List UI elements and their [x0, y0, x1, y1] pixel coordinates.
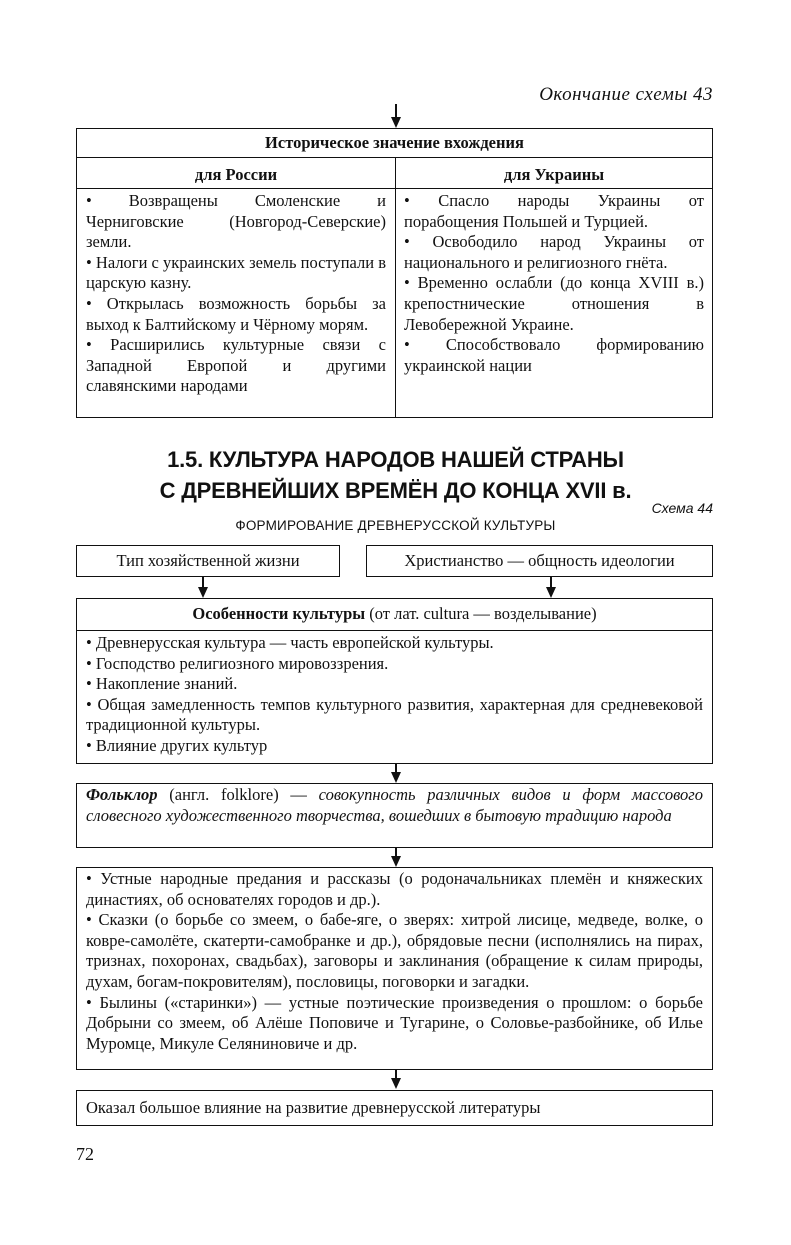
- scheme-title: ФОРМИРОВАНИЕ ДРЕВНЕРУССКОЙ КУЛЬТУРЫ: [235, 518, 556, 533]
- culture-features-box: [76, 598, 713, 764]
- table-header-ukraine: для Украины: [503, 165, 605, 184]
- economy-type-text: Тип хозяйственной жизни: [116, 551, 300, 570]
- culture-features-list: [86, 633, 703, 757]
- section-heading-line2: С ДРЕВНЕЙШИХ ВРЕМЁН ДО КОНЦА XVII в.: [159, 478, 632, 503]
- culture-feature-item: • Господство религиозного мировоззрения.: [86, 653, 389, 673]
- christianity-box: [366, 545, 713, 577]
- culture-feature-item: • Древнерусская культура — часть европейской культуры.: [86, 633, 494, 652]
- table-column-divider: [395, 157, 396, 417]
- culture-features-note: (от лат. cultura — возделывание): [365, 604, 597, 623]
- folklore-genre-item: • Сказки (о борьбе со змеем, о бабе-яге, о зверях: хитрой лисице, медведе, волке, о ковре-самолёте, скатерти-самобранке и др.), обрядовые песни (исполнялись на пирах, тризнах, похоронах, свадьбах), заговоры и заклинания (обращение к силам природы, духам, богам-покровителям), пословицы, поговорки и загадки.: [86, 910, 703, 991]
- folklore-term: Фольклор: [86, 785, 158, 804]
- culture-features-header: [77, 604, 712, 624]
- page-number: 72: [76, 1144, 94, 1164]
- culture-features-divider: [77, 630, 712, 631]
- economy-type-box: [76, 545, 340, 577]
- russia-item: • Возвращены Смоленские и Черниговские (Новгород-Северские) земли.: [86, 191, 386, 252]
- folklore-genre-item: • Былины («старинки») — устные поэтические произведения о прошлом: о борьбе Добрыни со змеем, об Алёше Поповиче и Тугарине, о Соловье-разбойнике, об Илье Муромце, Микуле Селяниновиче и др.: [86, 992, 703, 1053]
- russia-item: • Налоги с украинских земель поступали в царскую казну.: [86, 252, 386, 293]
- folklore-definition-box: [76, 783, 713, 848]
- folklore-genre-item: • Устные народные предания и рассказы (о родоначальниках племён и княжеских династиях, об основателях городов и др.).: [86, 869, 703, 909]
- culture-feature-item: • Общая замедленность темпов культурного развития, характерная для средневековой традиционной культуры.: [86, 694, 703, 735]
- ukraine-item: • Временно ослабли (до конца XVIII в.) крепостнические отношения в Левобережной Украине.: [404, 273, 704, 334]
- arrow-head-genres: [391, 856, 401, 867]
- historical-significance-table: [76, 128, 713, 418]
- section-heading: [0, 444, 791, 506]
- continuation-label: Окончание схемы 43: [539, 84, 713, 105]
- ukraine-item: • Спасло народы Украины от порабощения Польшей и Турцией.: [404, 191, 704, 231]
- folklore-note: (англ. folklore) —: [157, 785, 319, 804]
- ukraine-column: [404, 191, 704, 376]
- arrow-head-folklore: [391, 772, 401, 783]
- arrow-head-into-table: [391, 117, 401, 128]
- ukraine-item: • Способствовало формированию украинской нации: [404, 335, 704, 375]
- culture-features-title: Особенности культуры: [192, 604, 366, 623]
- folklore-definition: [86, 785, 703, 826]
- culture-feature-item: • Влияние других культур: [86, 735, 268, 755]
- folklore-genres-box: [76, 867, 713, 1070]
- influence-box: [76, 1090, 713, 1126]
- russia-column: [86, 191, 386, 397]
- arrow-head-christianity: [546, 587, 556, 598]
- folklore-def: совокупность различных видов и форм массового словесного художественного творчества, вошедших в бытовую традицию народа: [86, 785, 703, 825]
- table-title: Историческое значение вхождения: [265, 133, 524, 152]
- table-header-russia: для России: [194, 165, 278, 184]
- folklore-genres-list: [86, 869, 703, 1054]
- russia-item: • Открылась возможность борьбы за выход к Балтийскому и Чёрному морям.: [86, 293, 386, 334]
- scheme-label: Схема 44: [651, 500, 713, 516]
- culture-feature-item: • Накопление знаний.: [86, 674, 238, 694]
- ukraine-item: • Освободило народ Украины от национального и религиозного гнёта.: [404, 232, 704, 272]
- arrow-head-economy: [198, 587, 208, 598]
- influence-text: Оказал большое влияние на развитие древнерусской литературы: [86, 1098, 541, 1117]
- christianity-text: Христианство — общность идеологии: [404, 551, 675, 570]
- russia-item: • Расширились культурные связи с Западной Европой и другими славянскими народами: [86, 335, 386, 396]
- arrow-head-influence: [391, 1078, 401, 1089]
- section-heading-line1: 1.5. КУЛЬТУРА НАРОДОВ НАШЕЙ СТРАНЫ: [167, 447, 624, 472]
